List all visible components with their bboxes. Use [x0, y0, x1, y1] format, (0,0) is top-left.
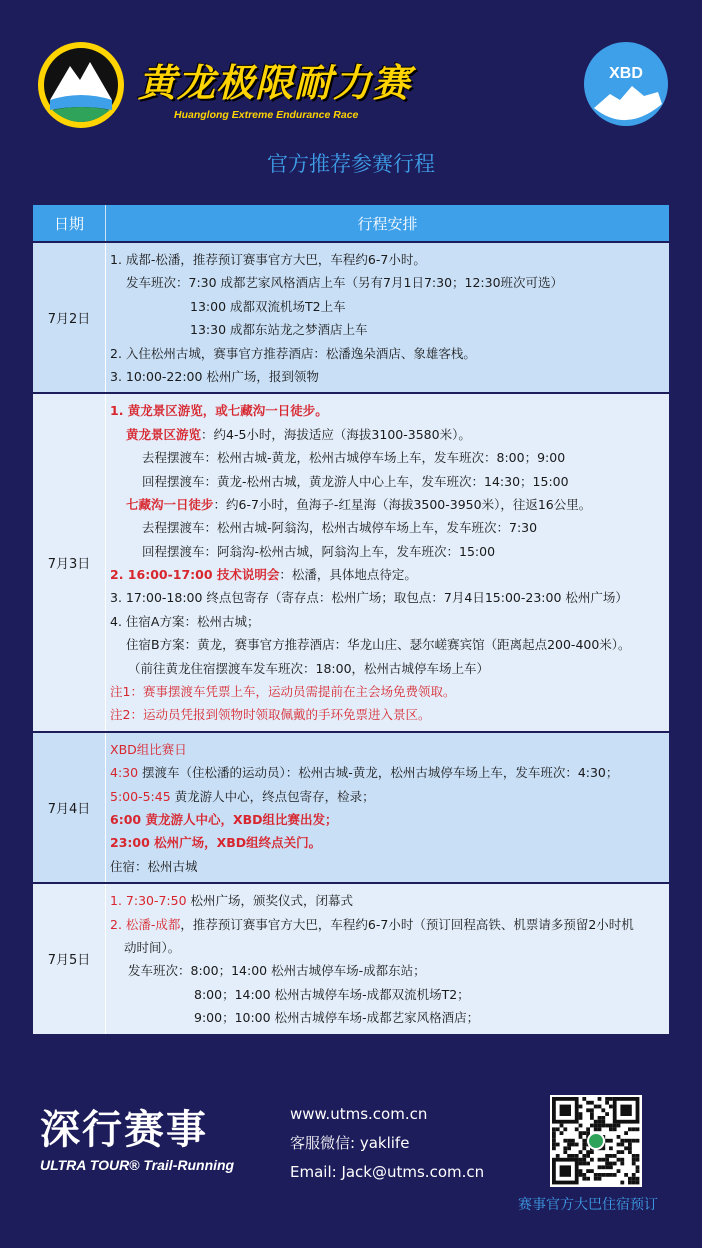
plan-line [110, 248, 663, 271]
highlight-prefix: 2. 16:00-17:00 技术说明会 [110, 567, 280, 583]
line-text: 住宿B方案：黄龙，赛事官方推荐酒店：华龙山庄、瑟尔嵯赛宾馆（距离起点200-400米）。 [126, 637, 631, 653]
plan-line [110, 516, 663, 539]
contact-info [290, 1100, 484, 1187]
highlight-prefix: 2. 松潘-成都 [110, 916, 181, 932]
plan-line [110, 959, 663, 982]
header [0, 0, 702, 140]
line-text: 8:00；14:00 松州古城停车场-成都双流机场T2； [194, 986, 470, 1002]
xbd-logo-icon [584, 42, 668, 126]
xbd-logo-text: XBD [609, 65, 643, 82]
plan-line [110, 785, 663, 808]
highlight-prefix: 七藏沟一日徒步 [126, 496, 214, 512]
plan-line [110, 295, 663, 318]
line-text: 3. 10:00-22:00 松州广场，报到领物 [110, 368, 319, 384]
highlight-prefix: 1. 7:30-7:50 [110, 893, 187, 909]
plan-line [110, 540, 663, 563]
wechat-id: 客服微信: yaklife [290, 1134, 410, 1152]
plan-line [110, 680, 663, 703]
plan-line [110, 318, 663, 341]
plan-line [110, 889, 663, 912]
row-date: 7月5日 [33, 884, 106, 1033]
plan-line [110, 657, 663, 680]
plan-line [110, 610, 663, 633]
brand-zh: 深行赛事 [40, 1107, 208, 1153]
plan-line [110, 808, 663, 831]
race-title-zh: 黄龙极限耐力赛 [138, 61, 412, 105]
line-text: 13:30 成都东站龙之梦酒店上车 [190, 322, 368, 338]
line-text: 动时间）。 [124, 939, 181, 955]
line-text: 发车班次：7:30 成都艺家风格酒店上车（另有7月1日7:30；12:30班次可选） [126, 275, 564, 291]
line-text: 13:00 成都双流机场T2上车 [190, 298, 346, 314]
line-text: 23:00 松州广场，XBD组终点关门。 [110, 835, 322, 851]
plan-line [110, 423, 663, 446]
plan-line [110, 342, 663, 365]
row-date: 7月4日 [33, 733, 106, 882]
website-link[interactable]: www.utms.com.cn [290, 1105, 428, 1123]
plan-line [110, 738, 663, 761]
race-title [138, 52, 411, 121]
line-text: 2. 入住松州古城，赛事官方推荐酒店：松潘逸朵酒店、象雄客栈。 [110, 345, 476, 361]
line-text: 发车班次：8:00；14:00 松州古城停车场-成都东站； [128, 963, 426, 979]
plan-line [110, 470, 663, 493]
huanglong-logo-icon [36, 40, 126, 130]
line-text: ：约4-5小时，海拔适应（海拔3100-3580米）。 [201, 426, 471, 442]
line-text: 1. 黄龙景区游览，或七藏沟一日徒步。 [110, 403, 328, 419]
email-link[interactable]: Email: Jack@utms.com.cn [290, 1163, 485, 1181]
table-row [33, 241, 669, 392]
table-row [33, 392, 669, 730]
highlight-prefix: 4:30 [110, 765, 139, 781]
race-title-en: Huanglong Extreme Endurance Race [174, 109, 359, 121]
row-plan [106, 394, 669, 730]
plan-line [110, 983, 663, 1006]
line-text: 回程摆渡车：阿翁沟-松州古城，阿翁沟上车，发车班次：15:00 [142, 543, 496, 559]
plan-line [110, 936, 663, 959]
plan-line [110, 855, 663, 878]
plan-line [110, 586, 663, 609]
qr-caption: 赛事官方大巴住宿预订 [518, 1197, 658, 1213]
line-text: ，推荐预订赛事官方大巴，车程约6-7小时（预订回程高铁、机票请多预留2小时机 [180, 916, 634, 932]
table-row [33, 882, 669, 1033]
line-text: 去程摆渡车：松州古城-阿翁沟，松州古城停车场上车，发车班次：7:30 [142, 520, 538, 536]
row-date: 7月3日 [33, 394, 106, 730]
line-text: 4. 住宿A方案：松州古城； [110, 613, 260, 629]
plan-line [110, 446, 663, 469]
line-text: ：松潘，具体地点待定。 [279, 567, 417, 583]
ultra-tour-logo [40, 1098, 234, 1173]
line-text: 住宿：松州古城 [110, 858, 198, 874]
plan-line [110, 703, 663, 726]
row-plan [106, 884, 669, 1033]
plan-line [110, 399, 663, 422]
page-title: 官方推荐参赛行程 [267, 152, 435, 176]
line-text: 3. 17:00-18:00 终点包寄存（寄存点：松州广场；取包点：7月4日15:00-23:00 松州广场） [110, 590, 628, 606]
line-text: 松州广场，颁奖仪式，闭幕式 [186, 893, 354, 909]
table-row [33, 731, 669, 882]
header-plan: 行程安排 [357, 214, 418, 233]
line-text: 6:00 黄龙游人中心，XBD组比赛出发； [110, 811, 338, 827]
line-text: 去程摆渡车：松州古城-黄龙，松州古城停车场上车，发车班次：8:00；9:00 [142, 450, 566, 466]
plan-line [110, 493, 663, 516]
line-text: 1. 成都-松潘，推荐预订赛事官方大巴，车程约6-7小时。 [110, 252, 426, 267]
plan-line [110, 761, 663, 784]
line-text: （前往黄龙住宿摆渡车发车班次：18:00，松州古城停车场上车） [128, 660, 490, 676]
brand-en: ULTRA TOUR® Trail-Running [40, 1157, 235, 1173]
highlight-prefix: 黄龙景区游览 [126, 426, 202, 442]
plan-line [110, 633, 663, 656]
plan-line [110, 831, 663, 854]
row-plan [106, 733, 669, 882]
plan-line [110, 271, 663, 294]
itinerary-table [33, 205, 669, 1034]
line-text: XBD组比赛日 [110, 741, 187, 757]
line-text: 回程摆渡车：黄龙-松州古城，黄龙游人中心上车，发车班次：14:30；15:00 [142, 473, 569, 489]
plan-line [110, 1006, 663, 1029]
line-text: 注2：运动员凭报到领物时领取佩戴的手环免票进入景区。 [110, 707, 431, 723]
row-plan [106, 243, 669, 392]
header-date: 日期 [33, 205, 106, 241]
plan-line [110, 563, 663, 586]
highlight-prefix: 5:00-5:45 [110, 788, 171, 804]
line-text: 黄龙游人中心，终点包寄存，检录； [170, 788, 375, 804]
qr-code-icon[interactable] [550, 1095, 642, 1187]
line-text: 注1：赛事摆渡车凭票上车，运动员需提前在主会场免费领取。 [110, 684, 456, 700]
line-text: 摆渡车（住松潘的运动员）：松州古城-黄龙，松州古城停车场上车，发车班次：4:30； [138, 765, 619, 781]
table-header [33, 205, 669, 241]
line-text: ：约6-7小时，鱼海子-红星海（海拔3500-3950米），往返16公里。 [213, 496, 592, 512]
plan-line [110, 913, 663, 936]
plan-line [110, 365, 663, 388]
line-text: 9:00；10:00 松州古城停车场-成都艺家风格酒店； [194, 1010, 480, 1026]
row-date: 7月2日 [33, 243, 106, 392]
